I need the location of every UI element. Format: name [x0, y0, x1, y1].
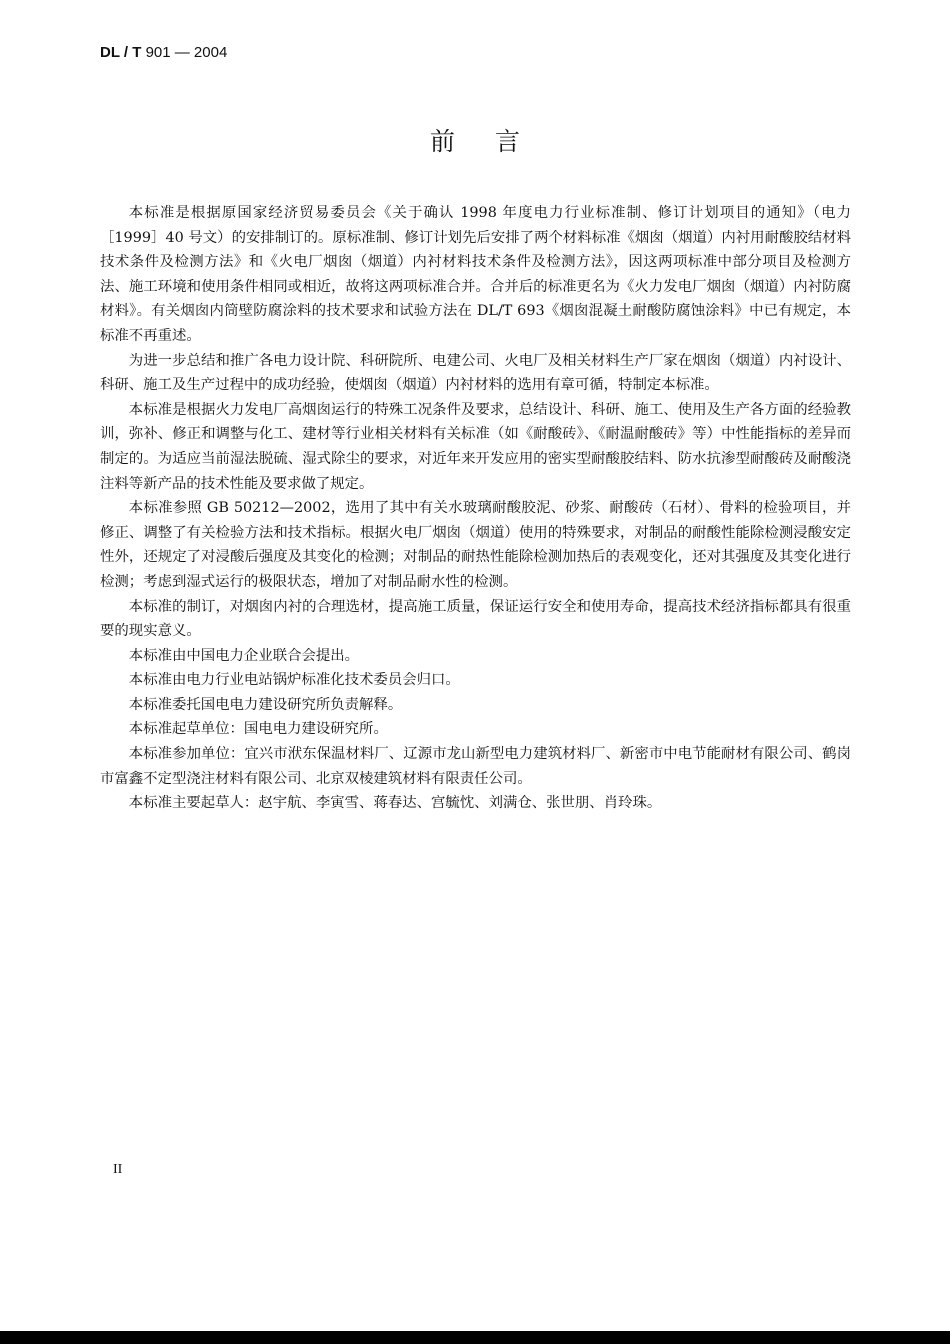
paragraph: 本标准由电力行业电站锅炉标准化技术委员会归口。	[128, 672, 460, 689]
paragraph: 本标准是根据原国家经济贸易委员会《关于确认 1998 年度电力行业标准制、修订计划项目的通知》（电力［1999］40 号文）的安排制订的。原标准制、修订计划先后安排了两个材料标准《烟囱（烟道）内衬用耐酸胶结材料技术条件及检测方法》和《火电厂烟囱（烟道）内衬材料技术条件及检测方法》，因这两项标准中部分项目及检测方法、施工环境和使用条件相同或相近，故将这两项标准合并。合并后的标准更名为《火力发电厂烟囱（烟道）内衬防腐材料》。有关烟囱内筒壁防腐涂料的技术要求和试验方法在 DL/T 693《烟囱混凝土耐酸防腐蚀涂料》中已有规定，本标准不再重述。	[100, 205, 851, 344]
document-code-header	[100, 44, 227, 61]
preface-body	[100, 201, 851, 816]
paragraph: 本标准起草单位：国电电力建设研究所。	[128, 721, 388, 738]
standard-number: 901 — 2004	[145, 44, 228, 61]
paragraph: 为进一步总结和推广各电力设计院、科研院所、电建公司、火电厂及相关材料生产厂家在烟囱（烟道）内衬设计、科研、施工及生产过程中的成功经验，使烟囱（烟道）内衬材料的选用有章可循，特制定本标准。	[100, 352, 851, 394]
paragraph: 本标准的制订，对烟囱内衬的合理选材，提高施工质量，保证运行安全和使用寿命，提高技术经济指标都具有很重要的现实意义。	[100, 598, 851, 640]
standard-prefix: DL / T	[100, 44, 142, 61]
bottom-border	[0, 1331, 950, 1344]
paragraph: 本标准是根据火力发电厂高烟囱运行的特殊工况条件及要求，总结设计、科研、施工、使用及生产各方面的经验教训，弥补、修正和调整与化工、建材等行业相关材料有关标准（如《耐酸砖》、《耐温耐酸砖》等）中性能指标的差异而制定的。为适应当前湿法脱硫、湿式除尘的要求，对近年来开发应用的密实型耐酸胶结料、防水抗渗型耐酸砖及耐酸浇注料等新产品的技术性能及要求做了规定。	[100, 401, 851, 492]
paragraph: 本标准由中国电力企业联合会提出。	[128, 647, 360, 664]
page-title: 前言	[429, 127, 560, 156]
paragraph: 本标准参照 GB 50212—2002，选用了其中有关水玻璃耐酸胶泥、砂浆、耐酸砖（石材）、骨料的检验项目，并修正、调整了有关检验方法和技术指标。根据火电厂烟囱（烟道）使用的特殊要求，对制品的耐酸性能除检测浸酸安定性外，还规定了对浸酸后强度及其变化的检测；对制品的耐热性能除检测加热后的表观变化，还对其强度及其变化进行检测；考虑到湿式运行的极限状态，增加了对制品耐水性的检测。	[100, 500, 851, 590]
paragraph: 本标准主要起草人：赵宇航、李寅雪、蒋春达、宫毓忱、刘满仓、张世朋、肖玲珠。	[128, 795, 662, 812]
paragraph: 本标准委托国电电力建设研究所负责解释。	[128, 696, 403, 713]
paragraph: 本标准参加单位：宜兴市洑东保温材料厂、辽源市龙山新型电力建筑材料厂、新密市中电节能耐材有限公司、鹤岗市富鑫不定型浇注材料有限公司、北京双棱建筑材料有限责任公司。	[100, 746, 851, 787]
page-number: II	[113, 1162, 123, 1177]
